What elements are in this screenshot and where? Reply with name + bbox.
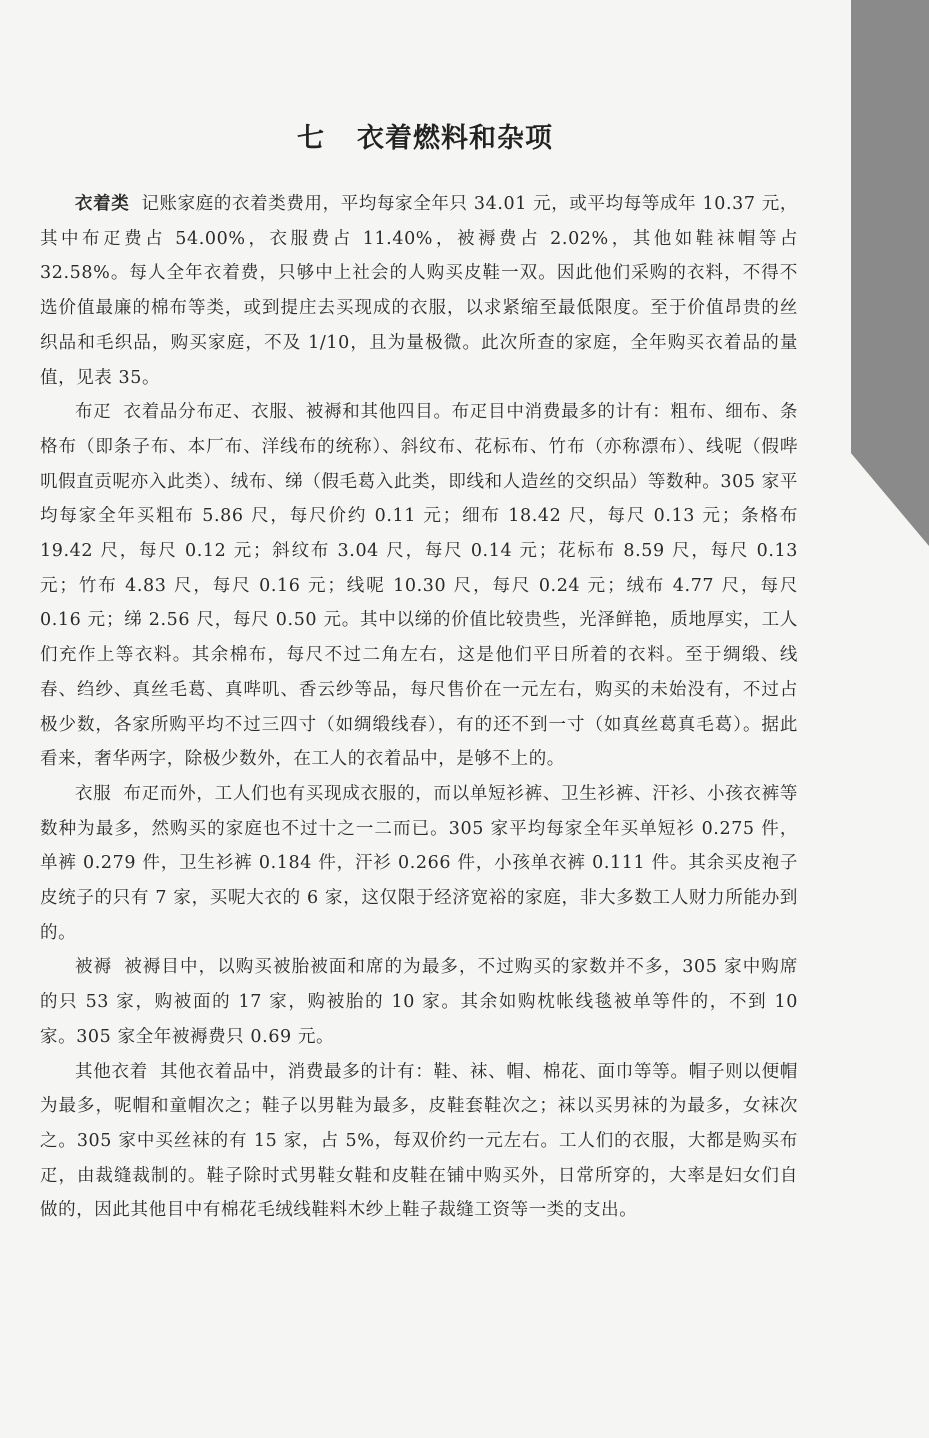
paragraph-text: 记账家庭的衣着类费用，平均每家全年只 34.01 元，或平均每等成年 10.37 元，其中布疋费占 54.00%，衣服费占 11.40%，被褥费占 2.02%，其他如鞋袜帽等占 32.58%。每人全年衣着费，只够中上社会的人购买皮鞋一双。因此他们采购的衣料，不得不选价值最廉的棉布等类，或到提庄去买现成的衣服，以求紧缩至最低限度。至于价值昂贵的丝织品和毛织品，购买家庭，不及 1/10，且为量极微。此次所查的家庭，全年购买衣着品的量值，见表 35。 bbox=[40, 194, 798, 388]
paragraph-text: 被褥目中，以购买被胎被面和席的为最多，不过购买的家数并不多，305 家中购席的只 53 家，购被面的 17 家，购被胎的 10 家。其余如购枕帐线毯被单等件的，不到 10 家。305 家全年被褥费只 0.69 元。 bbox=[40, 957, 798, 1047]
side-tab bbox=[851, 0, 929, 546]
paragraph-text: 布疋而外，工人们也有买现成衣服的，而以单短衫裤、卫生衫裤、汗衫、小孩衣裤等数种为最多，然购买的家庭也不过十之一二而已。305 家平均每家全年买单短衫 0.275 件，单裤 0.279 件，卫生衫裤 0.184 件，汗衫 0.266 件，小孩单衣裤 0.111 件。其余买皮袍子皮统子的只有 7 家，买呢大衣的 6 家，这仅限于经济宽裕的家庭，非大多数工人财力所能办到的。 bbox=[40, 783, 798, 943]
section-number: 七 bbox=[297, 123, 325, 154]
section-title-text: 衣着燃料和杂项 bbox=[357, 123, 553, 154]
paragraph-clothing bbox=[40, 187, 798, 395]
paragraph-cloth bbox=[40, 395, 798, 777]
section-title bbox=[0, 116, 850, 155]
paragraph-lead: 布疋 bbox=[75, 402, 112, 423]
paragraph-lead: 衣服 bbox=[75, 783, 112, 804]
paragraph-text: 衣着品分布疋、衣服、被褥和其他四目。布疋目中消费最多的计有：粗布、细布、条格布（即条子布、本厂布、洋线布的统称）、斜纹布、花标布、竹布（亦称漂布）、线呢（假哔叽假直贡呢亦入此类）、绒布、绨（假毛葛入此类，即线和人造丝的交织品）等数种。305 家平均每家全年买粗布 5.86 尺，每尺价约 0.11 元；细布 18.42 尺，每尺 0.13 元；条格布 19.42 尺，每尺 0.12 元；斜纹布 3.04 尺，每尺 0.14 元；花标布 8.59 尺，每尺 0.13 元；竹布 4.83 尺，每尺 0.16 元；线呢 10.30 尺，每尺 0.24 元；绒布 4.77 尺，每尺 0.16 元；绨 2.56 尺，每尺 0.50 元。其中以绨的价值比较贵些，光泽鲜艳，质地厚实，工人们充作上等衣料。其余棉布，每尺不过二角左右，这是他们平日所着的衣料。至于绸缎、线春、绉纱、真丝毛葛、真哔叽、香云纱等品，每尺售价在一元左右，购买的未始没有，不过占极少数，各家所购平均不过三四寸（如绸缎线春），有的还不到一寸（如真丝葛真毛葛）。据此看来，奢华两字，除极少数外，在工人的衣着品中，是够不上的。 bbox=[40, 402, 798, 770]
paragraph-lead: 其他衣着 bbox=[75, 1061, 148, 1082]
paragraph-lead: 被褥 bbox=[75, 957, 113, 978]
paragraph-garments bbox=[40, 777, 798, 951]
paragraph-text: 其他衣着品中，消费最多的计有：鞋、袜、帽、棉花、面巾等等。帽子则以便帽为最多，呢帽和童帽次之；鞋子以男鞋为最多，皮鞋套鞋次之；袜以买男袜的为最多，女袜次之。305 家中买丝袜的有 15 家，占 5%，每双价约一元左右。工人们的衣服，大都是购买布疋，由裁缝裁制的。鞋子除时式男鞋女鞋和皮鞋在铺中购买外，日常所穿的，大率是妇女们自做的，因此其他目中有棉花毛绒线鞋料木纱上鞋子裁缝工资等一类的支出。 bbox=[40, 1061, 798, 1221]
paragraph-other-clothing bbox=[40, 1055, 798, 1229]
paragraph-lead: 衣着类 bbox=[75, 194, 130, 214]
paragraph-bedding bbox=[40, 950, 798, 1054]
body-text bbox=[40, 187, 798, 1228]
